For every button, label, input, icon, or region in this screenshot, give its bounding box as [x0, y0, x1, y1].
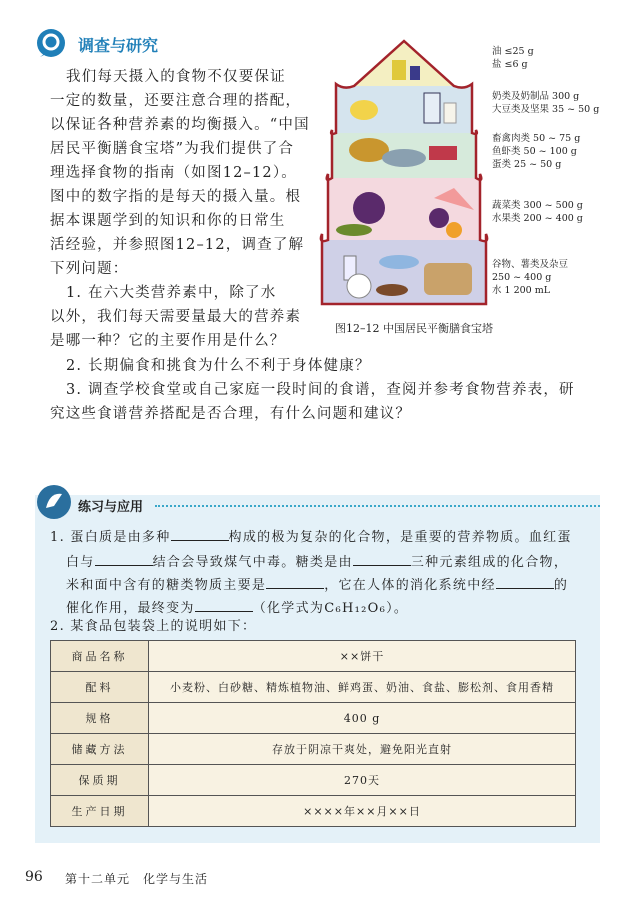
research-text-line: 据本课题学到的知识和你的日常生 [50, 213, 286, 229]
answer-blank[interactable] [171, 529, 229, 541]
text: 米和面中含有的糖类物质主要是 [66, 578, 267, 593]
table-row [51, 765, 576, 796]
figure-caption: 图12–12 中国居民平衡膳食宝塔 [335, 322, 493, 335]
question-1-line-1 [50, 526, 572, 545]
table-row [51, 734, 576, 765]
text: 催化作用，最终变为 [66, 601, 195, 616]
question-1-line-2 [66, 551, 568, 570]
pyramid-label: 水 1 200 mL [492, 285, 551, 296]
row-label: 商品名称 [51, 641, 149, 672]
pyramid-label: 奶类及奶制品 300 g [492, 91, 580, 102]
exercise-icon [36, 484, 74, 520]
section-title-research: 调查与研究 [78, 36, 159, 55]
answer-blank[interactable] [95, 554, 153, 566]
row-label: 生产日期 [51, 796, 149, 827]
answer-blank[interactable] [195, 600, 253, 612]
research-text-line: 2. 长期偏食和挑食为什么不利于身体健康？ [66, 358, 371, 374]
text: 1. 蛋白质是由多种 [50, 530, 171, 545]
research-text-line: 是哪一种？它的主要作用是什么？ [50, 333, 286, 349]
pyramid-label: 水果类 200 ~ 400 g [492, 213, 583, 224]
text: （化学式为C₆H₁₂O₆）。 [252, 601, 409, 616]
research-text-line: 3. 调查学校食堂或自己家庭一段时间的食谱，查阅并参考食物营养表，研 [66, 382, 575, 398]
row-value: 400 g [149, 703, 576, 734]
pyramid-label: 盐 ≤6 g [492, 59, 528, 70]
research-icon [36, 28, 70, 58]
research-text-line: 下列问题： [50, 261, 129, 277]
question-1-line-4 [66, 597, 408, 616]
section-title-exercise: 练习与应用 [78, 500, 144, 515]
pyramid-label: 鱼虾类 50 ~ 100 g [492, 146, 577, 157]
pyramid-label: 250 ~ 400 g [492, 272, 552, 283]
row-value: ××饼干 [149, 641, 576, 672]
research-text-line: 一定的数量，还要注意合理的搭配， [50, 93, 302, 109]
research-text-line: 以外，我们每天需要量最大的营养素 [50, 309, 302, 325]
row-value: 270天 [149, 765, 576, 796]
table-row [51, 703, 576, 734]
text: ，它在人体的消化系统中经 [324, 578, 496, 593]
chapter-title: 第十二单元 化学与生活 [65, 872, 209, 886]
research-text-line: 我们每天摄入的食物不仅要保证 [66, 69, 286, 85]
row-value: 存放于阴凉干爽处，避免阳光直射 [149, 734, 576, 765]
food-pyramid-figure [314, 38, 494, 308]
page-number: 96 [25, 869, 43, 885]
research-text-line: 1. 在六大类营养素中，除了水 [66, 285, 277, 301]
research-text-line: 活经验，并参照图12–12，调查了解 [50, 237, 305, 253]
question-2: 2. 某食品包装袋上的说明如下： [50, 619, 257, 634]
pyramid-label: 油 ≤25 g [492, 46, 534, 57]
pyramid-label: 大豆类及坚果 35 ~ 50 g [492, 104, 600, 115]
row-label: 规格 [51, 703, 149, 734]
text: 三种元素组成的化合物， [410, 555, 569, 570]
pyramid-label: 蔬菜类 300 ~ 500 g [492, 200, 583, 211]
text: 白与 [66, 555, 95, 570]
answer-blank[interactable] [353, 554, 411, 566]
pyramid-label: 谷物、薯类及杂豆 [492, 259, 569, 270]
food-label-table [50, 640, 576, 827]
research-text-line: 以保证各种营养素的均衡摄入。“中国 [50, 117, 310, 133]
text: 构成的极为复杂的化合物，是重要的营养物质。血红蛋 [228, 530, 572, 545]
answer-blank[interactable] [496, 577, 554, 589]
divider [155, 505, 600, 507]
row-value: ××××年××月××日 [149, 796, 576, 827]
research-text-line: 居民平衡膳食宝塔”为我们提供了合 [50, 141, 295, 157]
row-label: 储藏方法 [51, 734, 149, 765]
question-1-line-3 [66, 574, 568, 593]
row-label: 保质期 [51, 765, 149, 796]
text: 结合会导致煤气中毒。糖类是由 [152, 555, 353, 570]
pyramid-label: 畜禽肉类 50 ~ 75 g [492, 133, 581, 144]
text: 的 [553, 578, 569, 593]
answer-blank[interactable] [266, 577, 324, 589]
research-text-line: 理选择食物的指南（如图12–12）。 [50, 165, 298, 181]
table-row [51, 796, 576, 827]
row-value: 小麦粉、白砂糖、精炼植物油、鲜鸡蛋、奶油、食盐、膨松剂、食用香精 [149, 672, 576, 703]
table-row [51, 641, 576, 672]
table-row [51, 672, 576, 703]
research-text-line: 图中的数字指的是每天的摄入量。根 [50, 189, 302, 205]
research-text-line: 究这些食谱营养搭配是否合理，有什么问题和建议？ [50, 406, 412, 422]
pyramid-label: 蛋类 25 ~ 50 g [492, 159, 562, 170]
row-label: 配料 [51, 672, 149, 703]
